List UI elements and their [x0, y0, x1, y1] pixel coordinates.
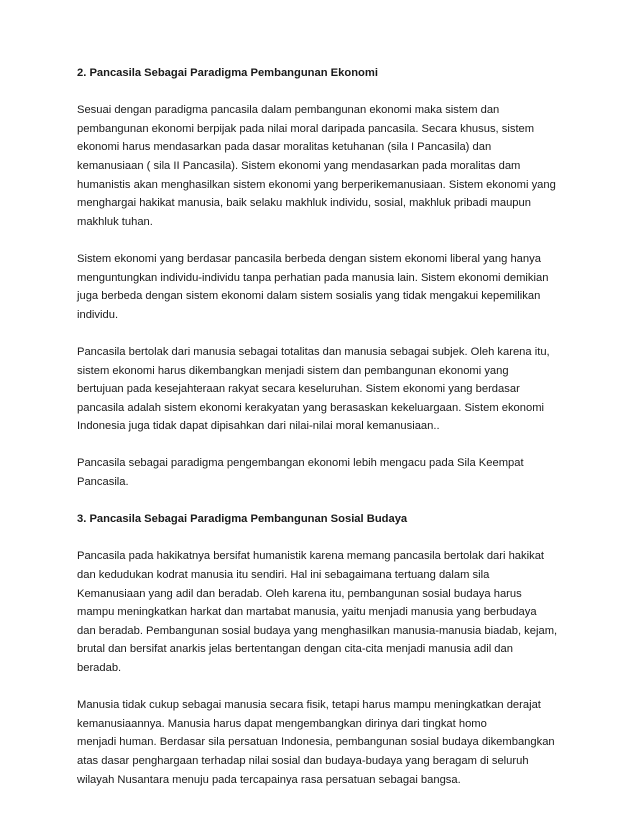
text-line: atas dasar penghargaan terhadap nilai sosial dan budaya-budaya yang beragam di seluruh: [77, 754, 529, 767]
text-line: mampu meningkatkan harkat dan martabat manusia, yaitu menjadi manusia yang berbudaya: [77, 606, 537, 619]
text-line: Sistem ekonomi yang berdasar pancasila berbeda dengan sistem ekonomi liberal yang hanya: [77, 252, 541, 265]
text-line: sistem ekonomi harus dikembangkan menjadi sistem dan pembangunan ekonomi yang: [77, 364, 509, 377]
section-body: [77, 547, 569, 789]
body-paragraph: [77, 250, 569, 324]
text-line: ekonomi harus mendasarkan pada dasar moralitas ketuhanan (sila I Pancasila) dan: [77, 141, 492, 154]
text-line: Manusia tidak cukup sebagai manusia secara fisik, tetapi harus mampu meningkatkan derajat: [77, 699, 541, 712]
text-line: dan kedudukan kodrat manusia itu sendiri. Hal ini sebagaimana tertuang dalam sila: [77, 569, 490, 582]
section-heading: 3. Pancasila Sebagai Paradigma Pembangunan Sosial Budaya: [77, 513, 408, 526]
text-line: wilayah Nusantara menuju pada tercapainya rasa persatuan sebagai bangsa.: [77, 773, 461, 786]
text-line: kemanusiaan ( sila II Pancasila). Sistem ekonomi yang mendasarkan pada moralitas dam: [77, 159, 521, 172]
text-line: kemanusiaannya. Manusia harus dapat mengembangkan dirinya dari tingkat homo: [77, 717, 487, 730]
text-line: Pancasila.: [77, 476, 129, 489]
text-line: individu.: [77, 308, 119, 321]
section-ekonomi: [77, 64, 569, 492]
text-line: menjadi human. Berdasar sila persatuan Indonesia, pembangunan sosial budaya dikembangkan: [77, 736, 555, 749]
text-line: juga berbeda dengan sistem ekonomi dalam sistem sosialis yang tidak mengakui kepemilikan: [77, 290, 541, 303]
text-line: Pancasila sebagai paradigma pengembangan ekonomi lebih mengacu pada Sila Keempat: [77, 457, 524, 470]
text-line: menguntungkan individu-individu tanpa perhatian pada manusia lain. Sistem ekonomi demikian: [77, 271, 549, 284]
body-paragraph: [77, 547, 569, 677]
text-line: bertujuan pada kesejahteraan rakyat secara keseluruhan. Sistem ekonomi yang berdasar: [77, 383, 520, 396]
text-line: beradab.: [77, 662, 122, 674]
text-line: pancasila adalah sistem ekonomi kerakyatan yang berasaskan kekeluargaan. Sistem ekonomi: [77, 401, 545, 414]
section-body: [77, 101, 569, 491]
text-line: pembangunan ekonomi berpijak pada nilai moral daripada pancasila. Secara khusus, sistem: [77, 122, 535, 135]
text-line: Kemanusiaan yang adil dan beradab. Oleh karena itu, pembangunan sosial budaya harus: [77, 587, 522, 600]
text-line: Pancasila bertolak dari manusia sebagai totalitas dan manusia sebagai subjek. Oleh karena itu,: [77, 345, 550, 358]
body-paragraph: [77, 454, 569, 491]
text-line: Indonesia juga tidak dapat dipisahkan dari nilai-nilai moral kemanusiaan..: [77, 420, 440, 433]
body-paragraph: [77, 101, 569, 231]
text-line: Sesuai dengan paradigma pancasila dalam pembangunan ekonomi maka sistem dan: [77, 104, 500, 117]
text-line: makhluk tuhan.: [77, 215, 153, 228]
document-page: [77, 64, 569, 808]
body-paragraph: [77, 343, 569, 436]
section-sosial-budaya: [77, 510, 569, 789]
body-paragraph: [77, 696, 569, 789]
text-line: humanistis akan menghasilkan sistem ekonomi yang berperikemanusiaan. Sistem ekonomi yang: [77, 178, 556, 191]
section-heading: 2. Pancasila Sebagai Paradigma Pembangunan Ekonomi: [77, 67, 378, 79]
text-line: menghargai hakikat manusia, baik selaku makhluk individu, sosial, makhluk pribadi maupun: [77, 197, 531, 210]
text-line: dan beradab. Pembangunan sosial budaya yang menghasilkan manusia-manusia biadab, kejam,: [77, 624, 558, 637]
text-line: Pancasila pada hakikatnya bersifat humanistik karena memang pancasila bertolak dari hakikat: [77, 550, 545, 563]
text-line: brutal dan bersifat anarkis jelas bertentangan dengan cita-cita menjadi manusia adil dan: [77, 643, 513, 656]
